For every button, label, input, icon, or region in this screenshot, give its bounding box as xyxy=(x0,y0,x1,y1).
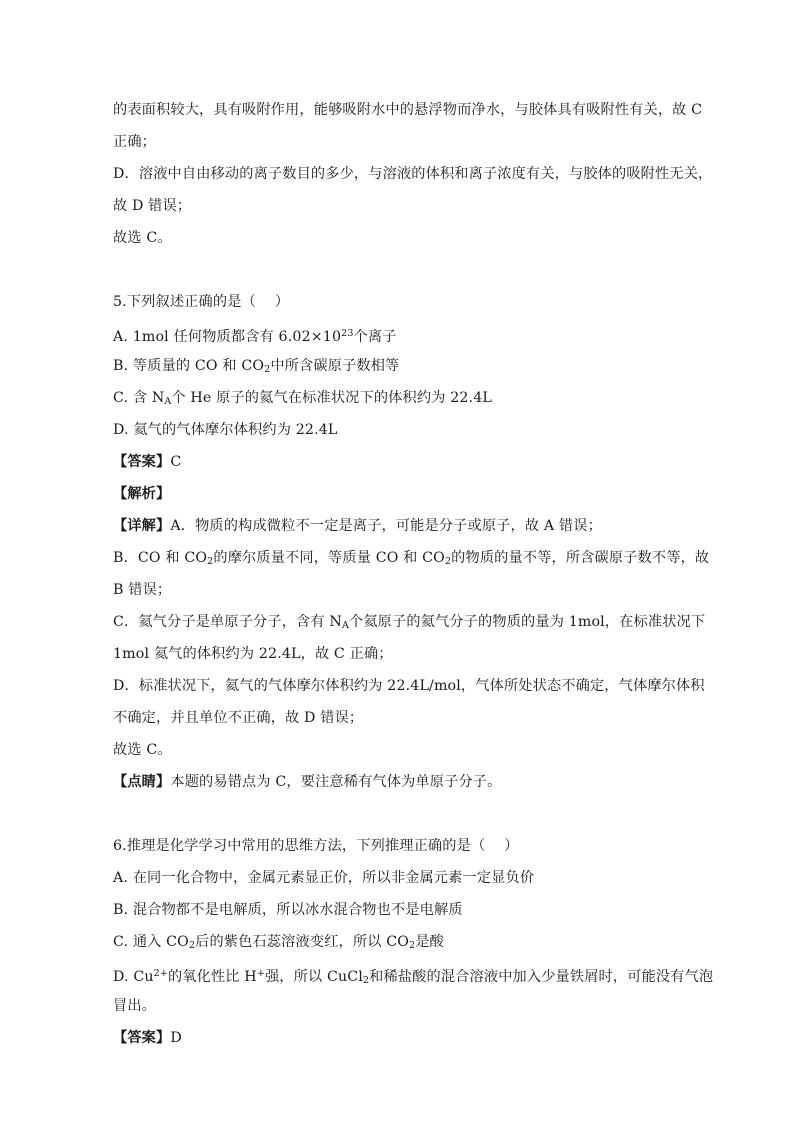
answer-value: C xyxy=(170,454,182,470)
prev-explanation-line-1: 的表面积较大，具有吸附作用，能够吸附水中的悬浮物而净水，与胶体具有吸附性有关，故 C xyxy=(113,102,703,118)
prev-explanation-line-3: D．溶液中自由移动的离子数目的多少，与溶液的体积和离子浓度有关，与胶体的吸附性无关， xyxy=(113,166,713,182)
q6-option-a: A. 在同一化合物中，金属元素显正价，所以非金属元素一定显负价 xyxy=(113,870,535,886)
q5-option-c: C. 含 $N_A$个 He 原子的氦气在标准状况下的体积约为 22.4L xyxy=(113,390,492,407)
q6-option-d-line-1: D. $Cu^{2+}$的氧化性比 H+强，所以 CuCl$_2$和稀盐酸的混合溶液中加入少量铁屑时，可能没有气泡 xyxy=(113,968,714,986)
q5-stem: 5.下列叙述正确的是（ ） xyxy=(113,294,290,310)
answer-value: D xyxy=(170,1030,182,1046)
document-page xyxy=(113,94,714,1054)
q5-detail-b-line-2: B 错误； xyxy=(113,582,172,598)
prev-explanation-line-2: 正确； xyxy=(113,134,157,150)
q5-answer xyxy=(113,446,688,478)
q6-option-b: B. 混合物都不是电解质，所以冰水混合物也不是电解质 xyxy=(113,902,463,918)
q5-option-d: D. 氦气的气体摩尔体积约为 22.4L xyxy=(113,422,338,438)
answer-tag: 【答案】 xyxy=(113,1030,171,1046)
q5-detail-b-line-1: B．CO 和 $CO_2$的摩尔质量不同，等质量 CO 和 $CO_2$的物质的量不等，所含碳原子数不等，故 xyxy=(113,550,710,567)
spacer xyxy=(113,254,688,286)
q5-note: 【点睛】本题的易错点为 C，要注意稀有气体为单原子分子。 xyxy=(113,774,502,790)
q5-option-a: A. 1mol 任何物质都含有 $6.02\times 10^{23}$个离子 xyxy=(113,328,397,345)
q5-detail-c-line-2: 1mol 氦气的体积约为 22.4L，故 C 正确； xyxy=(113,646,393,662)
q5-detail-d-line-1: D．标准状况下，氦气的气体摩尔体积约为 22.4L/mol，气体所处状态不确定，气体摩尔体积 xyxy=(113,678,705,694)
prev-conclusion: 故选 C。 xyxy=(113,230,172,246)
q5-conclusion: 故选 C。 xyxy=(113,742,172,758)
prev-explanation-line-4: 故 D 错误； xyxy=(113,198,192,214)
q6-option-d-line-2: 冒出。 xyxy=(113,998,157,1014)
q5-detail-c-line-1: C．氦气分子是单原子分子，含有 $N_A$个氦原子的氦气分子的物质的量为 1mol，在标准状况下 xyxy=(113,614,706,631)
q5-detail-a: 【详解】A．物质的构成微粒不一定是离子，可能是分子或原子，故 A 错误； xyxy=(113,518,602,534)
q5-detail-d-line-2: 不确定，并且单位不正确，故 D 错误； xyxy=(113,710,364,726)
q5-analysis-heading: 【解析】 xyxy=(113,486,171,502)
q6-option-c: C. 通入 $CO_2$后的紫色石蕊溶液变红，所以 $CO_2$是酸 xyxy=(113,934,444,951)
spacer xyxy=(113,798,688,830)
q6-answer xyxy=(113,1022,688,1054)
q6-stem: 6.推理是化学学习中常用的思维方法，下列推理正确的是（ ） xyxy=(113,838,519,854)
q5-option-b: B. 等质量的 CO 和 $CO_2$中所含碳原子数相等 xyxy=(113,358,400,375)
note-tag: 【点睛】 xyxy=(113,774,171,790)
detail-tag: 【详解】 xyxy=(113,518,171,534)
answer-tag: 【答案】 xyxy=(113,454,171,470)
